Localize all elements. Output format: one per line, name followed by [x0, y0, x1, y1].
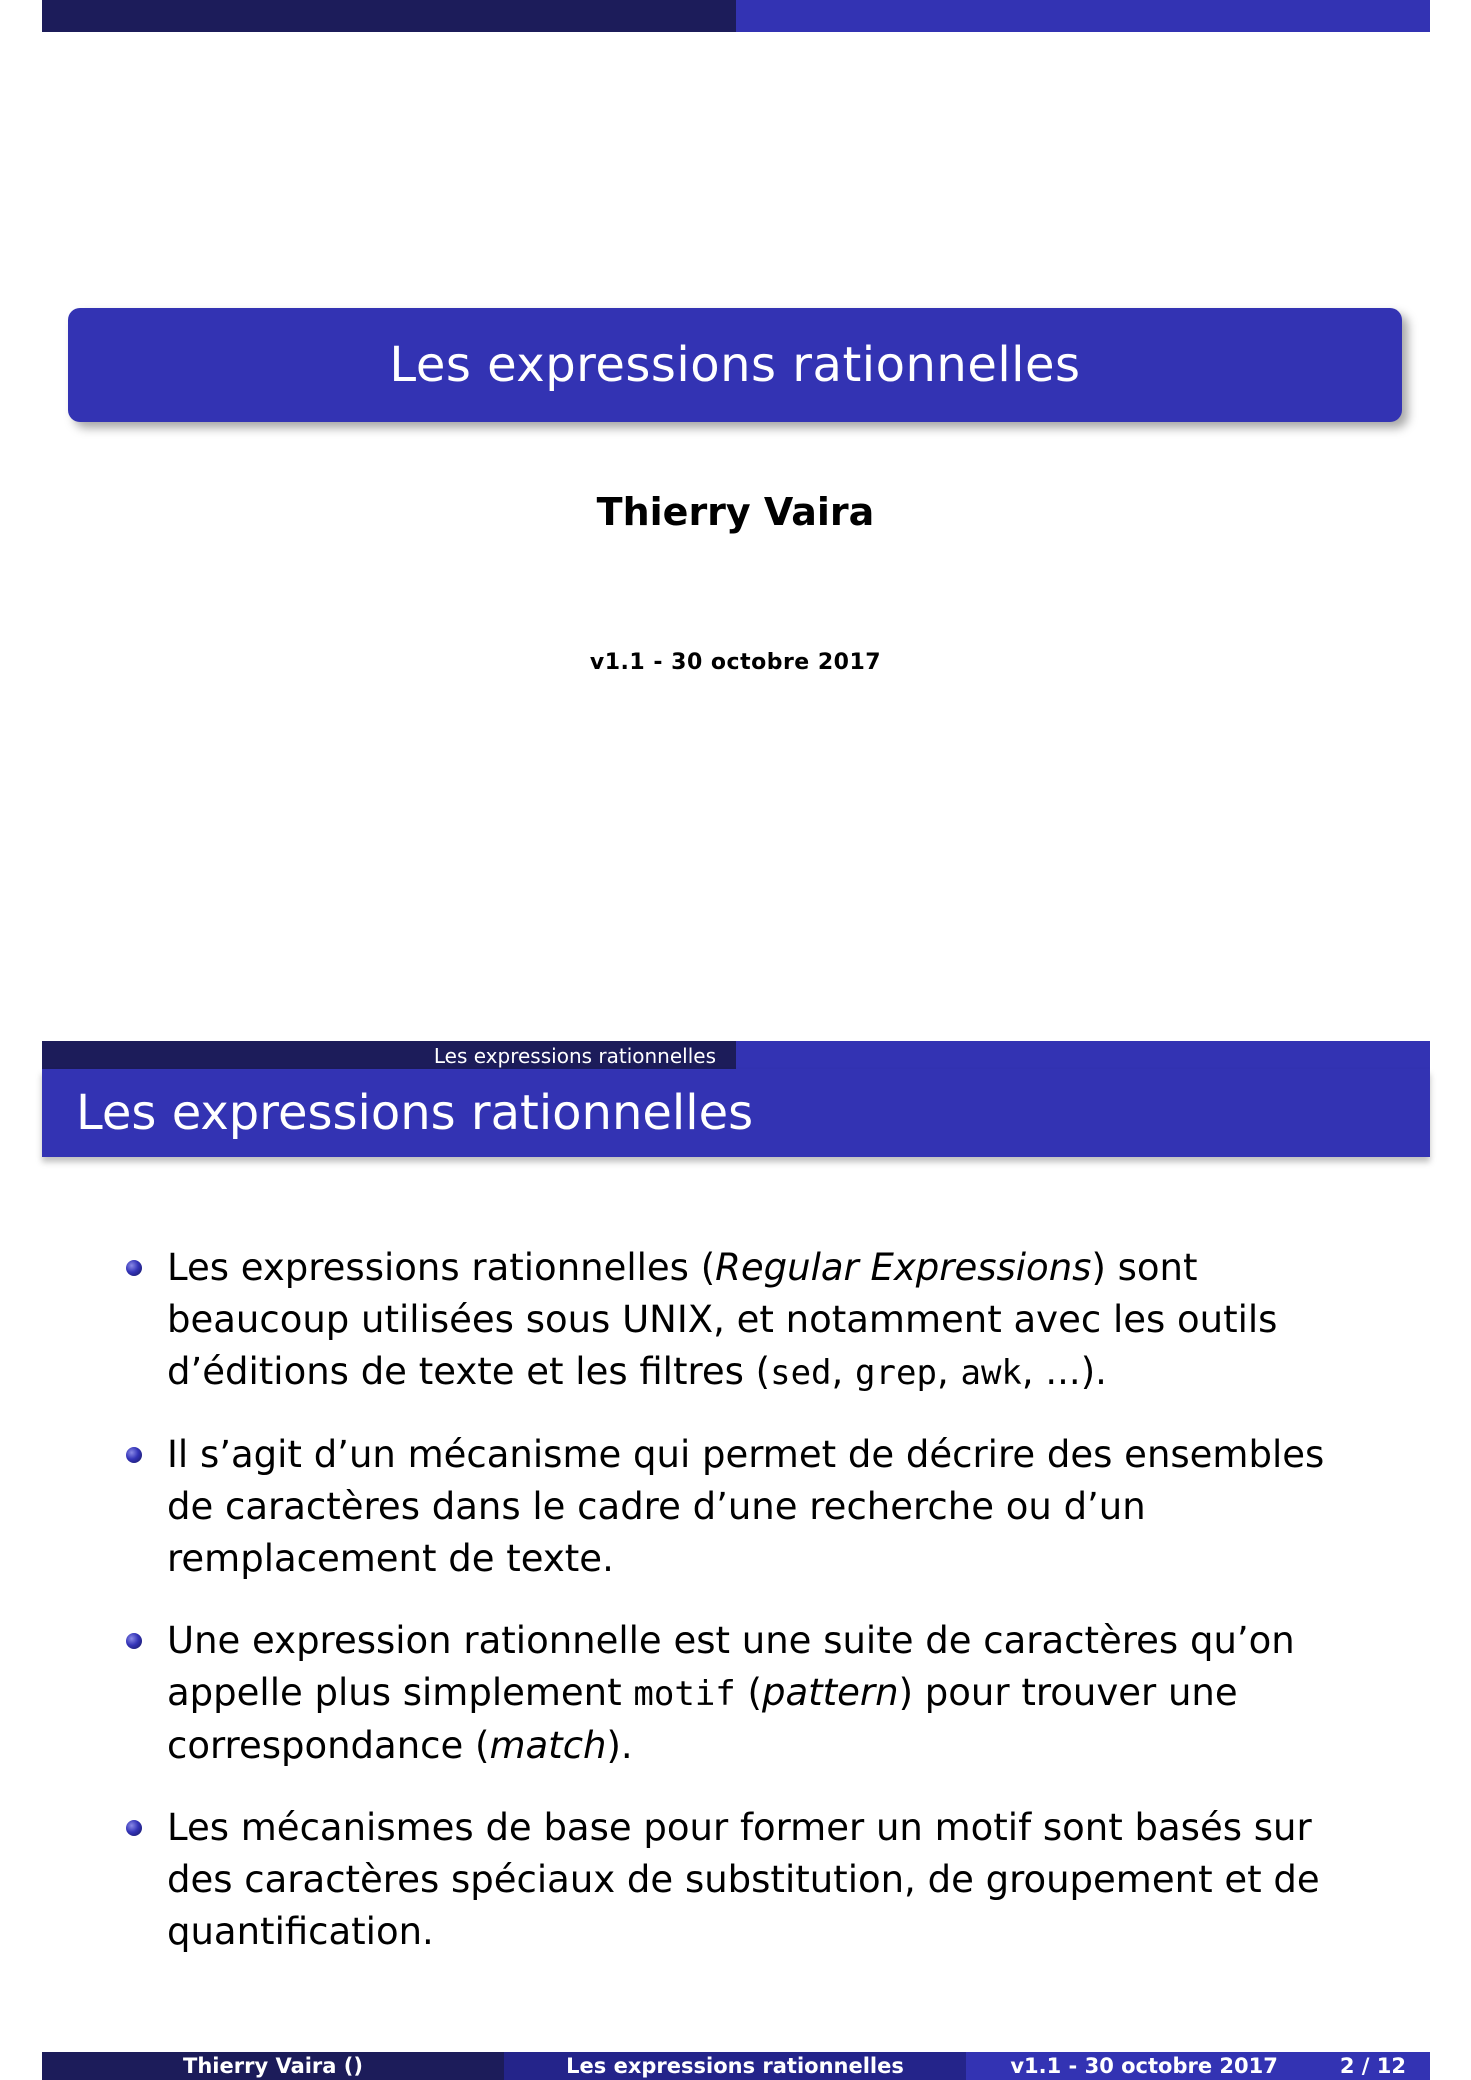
bullet-icon: [126, 1820, 142, 1836]
author-name: Thierry Vaira: [596, 490, 875, 534]
page-number: 2 / 12: [1339, 2054, 1406, 2078]
bullet-text: ) sont beaucoup utilisées sous UNIX, et notamment avec les outils d’éditions de texte et les filtres (: [167, 1246, 1278, 1393]
bullet-text: ,: [831, 1350, 856, 1393]
presentation-title: Les expressions rationnelles: [389, 337, 1081, 393]
bullet-text: Les mécanismes de base pour former un motif sont basés sur des caractères spéciaux de substitution, de groupement et de quantification.: [167, 1806, 1320, 1953]
footer-author: Thierry Vaira (): [42, 2052, 504, 2080]
section-link[interactable]: Les expressions rationnelles: [433, 1044, 716, 1068]
section-nav-right: [736, 1041, 1430, 1069]
list-item: [122, 1429, 1372, 1585]
bullet-text: Il s’agit d’un mécanisme qui permet de décrire des ensembles de caractères dans le cadre d’une recherche ou d’un remplacement de texte.: [167, 1433, 1325, 1580]
section-navigation-bar: [42, 1041, 1430, 1069]
bullet-emphasis: pattern: [761, 1671, 899, 1714]
header-bar-right: [736, 0, 1430, 32]
footer-right: [966, 2052, 1430, 2080]
bullet-text: , ...).: [1021, 1350, 1107, 1393]
bullet-text: Les expressions rationnelles (: [167, 1246, 716, 1289]
bullet-text: ,: [936, 1350, 961, 1393]
bullet-emphasis: match: [489, 1724, 607, 1767]
code-grep: grep: [855, 1353, 937, 1393]
bullet-text: Une expression rationnelle est une suite de caractères qu’on appelle plus simplement: [167, 1619, 1295, 1714]
bullet-text: ) pour trouver une correspondance (: [167, 1671, 1238, 1767]
bullet-icon: [126, 1447, 142, 1463]
footer-title: Les expressions rationnelles: [504, 2052, 966, 2080]
frame-title: Les expressions rationnelles: [76, 1085, 754, 1141]
code-motif: motif: [633, 1674, 736, 1714]
bullet-text: (: [735, 1671, 762, 1714]
title-box: [68, 308, 1402, 422]
bullet-icon: [126, 1260, 142, 1276]
list-item: [122, 1242, 1372, 1399]
list-item: [122, 1615, 1372, 1772]
list-item: [122, 1802, 1372, 1958]
bullet-icon: [126, 1633, 142, 1649]
code-sed: sed: [770, 1353, 832, 1393]
bullet-emphasis: Regular Expressions: [715, 1246, 1092, 1289]
version-date: v1.1 - 30 octobre 2017: [589, 650, 882, 675]
title-slide-header-bar: [42, 0, 1430, 32]
footer-bar: [42, 2052, 1430, 2080]
header-bar-left: [42, 0, 736, 32]
bullet-text: ).: [606, 1724, 633, 1767]
code-awk: awk: [960, 1353, 1022, 1393]
bullet-list: [122, 1242, 1372, 1988]
section-nav-left: [42, 1041, 736, 1069]
frame-title-bar: [42, 1069, 1430, 1157]
footer-date: v1.1 - 30 octobre 2017: [1010, 2054, 1278, 2078]
